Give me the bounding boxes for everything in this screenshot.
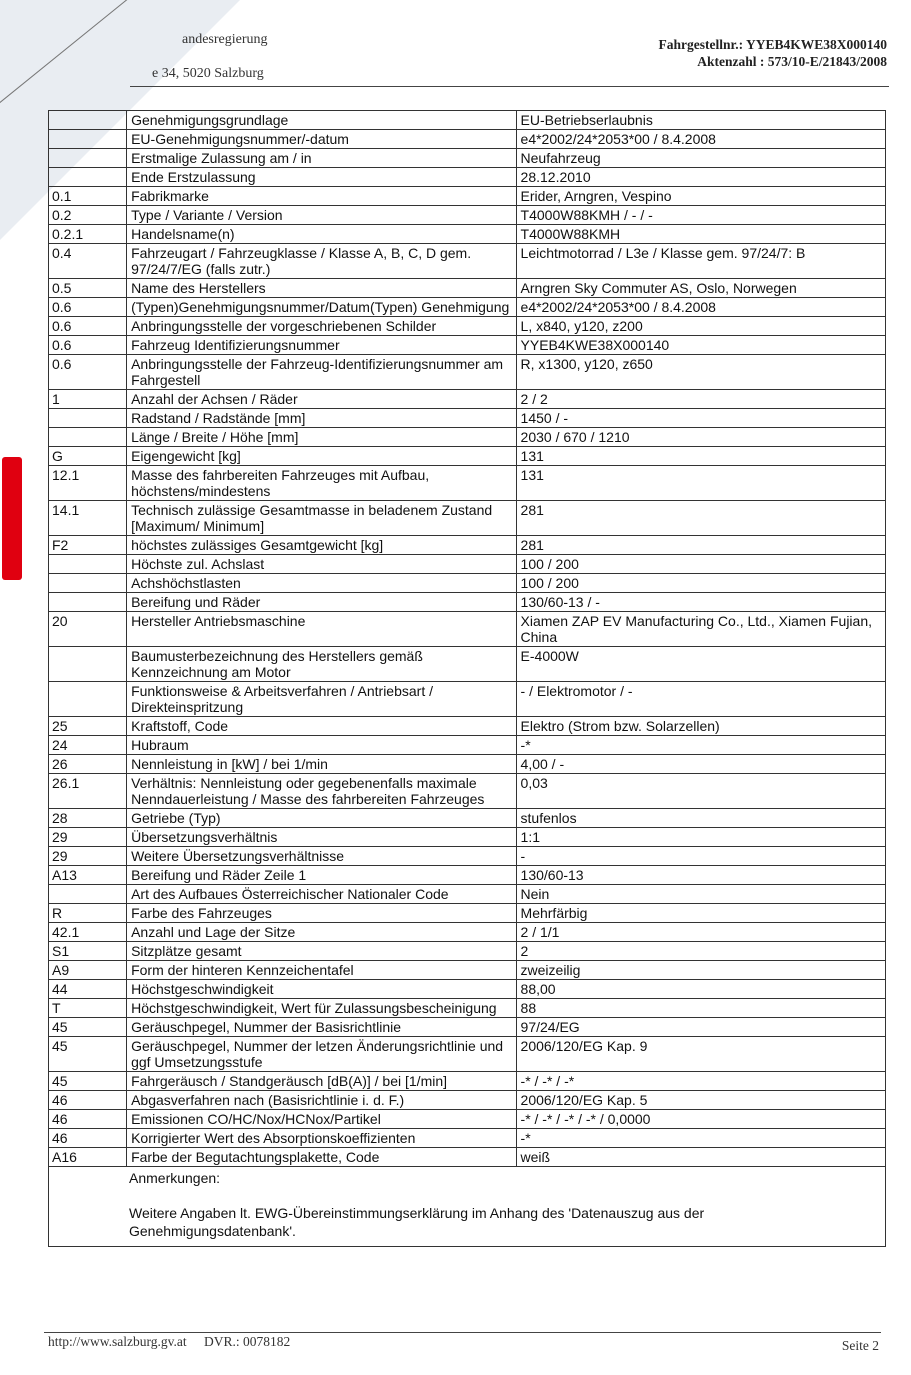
row-label: Fahrgeräusch / Standgeräusch [dB(A)] / bei [1/min] [127, 1072, 516, 1091]
row-label: Genehmigungsgrundlage [127, 111, 516, 130]
row-label: Farbe des Fahrzeuges [127, 904, 516, 923]
row-label: Länge / Breite / Höhe [mm] [127, 428, 516, 447]
row-label: Handelsname(n) [127, 225, 516, 244]
row-label: Höchstgeschwindigkeit, Wert für Zulassungsbescheinigung [127, 999, 516, 1018]
table-row [49, 828, 886, 847]
row-code: 12.1 [49, 466, 127, 501]
row-code: 29 [49, 847, 127, 866]
row-value: 281 [516, 501, 885, 536]
row-value: E-4000W [516, 647, 885, 682]
footer-dvr: DVR.: 0078182 [203, 1334, 291, 1349]
row-code [49, 885, 127, 904]
footer-divider [44, 1332, 881, 1333]
row-value: 97/24/EG [516, 1018, 885, 1037]
vin-reference: Fahrgestellnr.: YYEB4KWE38X000140 [658, 37, 887, 52]
row-label: Abgasverfahren nach (Basisrichtlinie i. d. F.) [127, 1091, 516, 1110]
table-row [49, 1037, 886, 1072]
row-label: Sitzplätze gesamt [127, 942, 516, 961]
row-label: Eigengewicht [kg] [127, 447, 516, 466]
row-code: 28 [49, 809, 127, 828]
row-label: Anbringungsstelle der vorgeschriebenen Schilder [127, 317, 516, 336]
row-code: 0.6 [49, 298, 127, 317]
table-row [49, 574, 886, 593]
table-row [49, 355, 886, 390]
row-label: Radstand / Radstände [mm] [127, 409, 516, 428]
table-row [49, 717, 886, 736]
document-reference [659, 36, 888, 70]
table-row [49, 961, 886, 980]
row-code: 42.1 [49, 923, 127, 942]
row-value: T4000W88KMH [516, 225, 885, 244]
row-value: zweizeilig [516, 961, 885, 980]
row-label: höchstes zulässiges Gesamtgewicht [kg] [127, 536, 516, 555]
row-code: 45 [49, 1018, 127, 1037]
row-code [49, 574, 127, 593]
row-label: Farbe der Begutachtungsplakette, Code [127, 1148, 516, 1167]
row-value: Xiamen ZAP EV Manufacturing Co., Ltd., Xiamen Fujian, China [516, 612, 885, 647]
table-row [49, 317, 886, 336]
row-value: 131 [516, 466, 885, 501]
row-value: 28.12.2010 [516, 168, 885, 187]
row-label: Verhältnis: Nennleistung oder gegebenenfalls maximale Nenndauerleistung / Masse des fahrbereiten Fahrzeuges [127, 774, 516, 809]
row-code: G [49, 447, 127, 466]
row-label: Masse des fahrbereiten Fahrzeuges mit Aufbau, höchstens/mindestens [127, 466, 516, 501]
row-code: 0.6 [49, 336, 127, 355]
row-value: R, x1300, y120, z650 [516, 355, 885, 390]
table-row [49, 593, 886, 612]
table-row [49, 1110, 886, 1129]
row-label: Form der hinteren Kennzeichentafel [127, 961, 516, 980]
row-label: Weitere Übersetzungsverhältnisse [127, 847, 516, 866]
row-value: e4*2002/24*2053*00 / 8.4.2008 [516, 298, 885, 317]
row-code: 1 [49, 390, 127, 409]
table-row [49, 923, 886, 942]
remarks-cell [49, 1167, 886, 1247]
row-code: 44 [49, 980, 127, 999]
table-row [49, 904, 886, 923]
row-label: Geräuschpegel, Nummer der letzen Änderungsrichtlinie und ggf Umsetzungsstufe [127, 1037, 516, 1072]
row-value: 2 [516, 942, 885, 961]
table-row [49, 980, 886, 999]
row-label: Achshöchstlasten [127, 574, 516, 593]
table-row [49, 1072, 886, 1091]
row-label: Erstmalige Zulassung am / in [127, 149, 516, 168]
table-row [49, 647, 886, 682]
row-label: Nennleistung in [kW] / bei 1/min [127, 755, 516, 774]
row-code: 46 [49, 1091, 127, 1110]
row-value: 2 / 1/1 [516, 923, 885, 942]
row-code [49, 111, 127, 130]
row-label: Korrigierter Wert des Absorptionskoeffizienten [127, 1129, 516, 1148]
row-code: 0.4 [49, 244, 127, 279]
table-row [49, 774, 886, 809]
row-value: - / Elektromotor / - [516, 682, 885, 717]
row-code: 46 [49, 1129, 127, 1148]
remarks-text: Weitere Angaben lt. EWG-Übereinstimmungserklärung im Anhang des 'Datenauszug aus der Genehmigungsdatenbank'. [129, 1205, 705, 1239]
table-row [49, 225, 886, 244]
table-row [49, 409, 886, 428]
row-value: T4000W88KMH / - / - [516, 206, 885, 225]
row-label: Technisch zulässige Gesamtmasse in beladenem Zustand [Maximum/ Minimum] [127, 501, 516, 536]
row-code: 26 [49, 755, 127, 774]
row-code [49, 593, 127, 612]
row-label: Anzahl und Lage der Sitze [127, 923, 516, 942]
row-value: Leichtmotorrad / L3e / Klasse gem. 97/24/7: B [516, 244, 885, 279]
row-code: 14.1 [49, 501, 127, 536]
row-value: -* [516, 736, 885, 755]
table-row [49, 428, 886, 447]
remarks-row [49, 1167, 886, 1247]
row-value: 131 [516, 447, 885, 466]
row-label: Getriebe (Typ) [127, 809, 516, 828]
row-code: 29 [49, 828, 127, 847]
row-value: -* / -* / -* / -* / 0,0000 [516, 1110, 885, 1129]
row-value: 100 / 200 [516, 555, 885, 574]
row-label: Übersetzungsverhältnis [127, 828, 516, 847]
row-code: 0.2.1 [49, 225, 127, 244]
row-label: Höchste zul. Achslast [127, 555, 516, 574]
row-label: Art des Aufbaues Österreichischer Nationaler Code [127, 885, 516, 904]
row-label: Baumusterbezeichnung des Herstellers gemäß Kennzeichnung am Motor [127, 647, 516, 682]
row-code: T [49, 999, 127, 1018]
table-row [49, 555, 886, 574]
row-code [49, 149, 127, 168]
row-label: Fabrikmarke [127, 187, 516, 206]
table-row [49, 466, 886, 501]
row-code: 0.1 [49, 187, 127, 206]
row-value: 88 [516, 999, 885, 1018]
row-label: Bereifung und Räder Zeile 1 [127, 866, 516, 885]
row-label: Type / Variante / Version [127, 206, 516, 225]
row-code [49, 682, 127, 717]
row-value: Mehrfärbig [516, 904, 885, 923]
row-code: 0.5 [49, 279, 127, 298]
row-value: Neufahrzeug [516, 149, 885, 168]
row-value: L, x840, y120, z200 [516, 317, 885, 336]
table-row [49, 501, 886, 536]
row-value: 130/60-13 / - [516, 593, 885, 612]
row-value: weiß [516, 1148, 885, 1167]
row-code [49, 647, 127, 682]
row-label: Fahrzeug Identifizierungsnummer [127, 336, 516, 355]
table-row [49, 130, 886, 149]
row-value: 2006/120/EG Kap. 9 [516, 1037, 885, 1072]
table-row [49, 885, 886, 904]
table-row [49, 942, 886, 961]
row-label: Anzahl der Achsen / Räder [127, 390, 516, 409]
table-row [49, 536, 886, 555]
row-value: 2030 / 670 / 1210 [516, 428, 885, 447]
row-label: Funktionsweise & Arbeitsverfahren / Antriebsart / Direkteinspritzung [127, 682, 516, 717]
row-code: A9 [49, 961, 127, 980]
row-value: Elektro (Strom bzw. Solarzellen) [516, 717, 885, 736]
row-value: 4,00 / - [516, 755, 885, 774]
row-code: A16 [49, 1148, 127, 1167]
table-row [49, 111, 886, 130]
table-row [49, 866, 886, 885]
row-value: -* / -* / -* [516, 1072, 885, 1091]
footer-url[interactable]: http://www.salzburg.gv.at [48, 1334, 187, 1349]
row-value: 1450 / - [516, 409, 885, 428]
row-value: YYEB4KWE38X000140 [516, 336, 885, 355]
row-label: Ende Erstzulassung [127, 168, 516, 187]
table-row [49, 187, 886, 206]
row-label: Bereifung und Räder [127, 593, 516, 612]
row-value: 2006/120/EG Kap. 5 [516, 1091, 885, 1110]
red-marker-stroke [2, 457, 22, 580]
row-code [49, 168, 127, 187]
table-row [49, 847, 886, 866]
table-row [49, 1148, 886, 1167]
row-label: Geräuschpegel, Nummer der Basisrichtlinie [127, 1018, 516, 1037]
row-value: e4*2002/24*2053*00 / 8.4.2008 [516, 130, 885, 149]
row-code: 45 [49, 1072, 127, 1091]
row-code: S1 [49, 942, 127, 961]
row-value: 130/60-13 [516, 866, 885, 885]
row-value: 2 / 2 [516, 390, 885, 409]
table-row [49, 1129, 886, 1148]
row-code: R [49, 904, 127, 923]
remarks-title: Anmerkungen: [129, 1170, 221, 1186]
table-row [49, 206, 886, 225]
row-label: Höchstgeschwindigkeit [127, 980, 516, 999]
row-value: Erider, Arngren, Vespino [516, 187, 885, 206]
table-row [49, 755, 886, 774]
row-label: Anbringungsstelle der Fahrzeug-Identifizierungsnummer am Fahrgestell [127, 355, 516, 390]
row-label: Kraftstoff, Code [127, 717, 516, 736]
table-row [49, 809, 886, 828]
row-code: A13 [49, 866, 127, 885]
row-code: 0.6 [49, 317, 127, 336]
row-code: 26.1 [49, 774, 127, 809]
row-code: 24 [49, 736, 127, 755]
issuer-address: e 34, 5020 Salzburg [152, 66, 264, 81]
row-label: Hubraum [127, 736, 516, 755]
row-label: EU-Genehmigungsnummer/-datum [127, 130, 516, 149]
row-label: Hersteller Antriebsmaschine [127, 612, 516, 647]
row-code: F2 [49, 536, 127, 555]
row-value: stufenlos [516, 809, 885, 828]
row-label: (Typen)Genehmigungsnummer/Datum(Typen) Genehmigung [127, 298, 516, 317]
table-row [49, 447, 886, 466]
row-code [49, 428, 127, 447]
table-row [49, 999, 886, 1018]
row-code: 0.2 [49, 206, 127, 225]
table-row [49, 612, 886, 647]
row-label: Emissionen CO/HC/Nox/HCNox/Partikel [127, 1110, 516, 1129]
row-code: 25 [49, 717, 127, 736]
row-code: 0.6 [49, 355, 127, 390]
table-row [49, 682, 886, 717]
row-value: 0,03 [516, 774, 885, 809]
row-value: 281 [516, 536, 885, 555]
footer-info [48, 1334, 290, 1350]
table-row [49, 298, 886, 317]
vehicle-data-table [48, 110, 886, 1247]
vehicle-data-body [49, 111, 886, 1247]
row-value: 1:1 [516, 828, 885, 847]
table-row [49, 736, 886, 755]
table-row [49, 390, 886, 409]
row-value: 100 / 200 [516, 574, 885, 593]
row-code [49, 130, 127, 149]
header-divider [130, 86, 889, 87]
row-code [49, 555, 127, 574]
row-code: 20 [49, 612, 127, 647]
row-code: 45 [49, 1037, 127, 1072]
row-value: 88,00 [516, 980, 885, 999]
table-row [49, 1091, 886, 1110]
table-row [49, 149, 886, 168]
row-value: - [516, 847, 885, 866]
row-label: Fahrzeugart / Fahrzeugklasse / Klasse A, B, C, D gem. 97/24/7/EG (falls zutr.) [127, 244, 516, 279]
page-number: Seite 2 [841, 1338, 879, 1353]
file-number: Aktenzahl : 573/10-E/21843/2008 [697, 54, 887, 69]
row-value: Nein [516, 885, 885, 904]
row-code [49, 409, 127, 428]
table-row [49, 168, 886, 187]
issuer-name: andesregierung [182, 32, 268, 47]
row-label: Name des Herstellers [127, 279, 516, 298]
table-row [49, 244, 886, 279]
row-value: Arngren Sky Commuter AS, Oslo, Norwegen [516, 279, 885, 298]
table-row [49, 336, 886, 355]
row-code: 46 [49, 1110, 127, 1129]
table-row [49, 279, 886, 298]
row-value: EU-Betriebserlaubnis [516, 111, 885, 130]
row-value: -* [516, 1129, 885, 1148]
table-row [49, 1018, 886, 1037]
